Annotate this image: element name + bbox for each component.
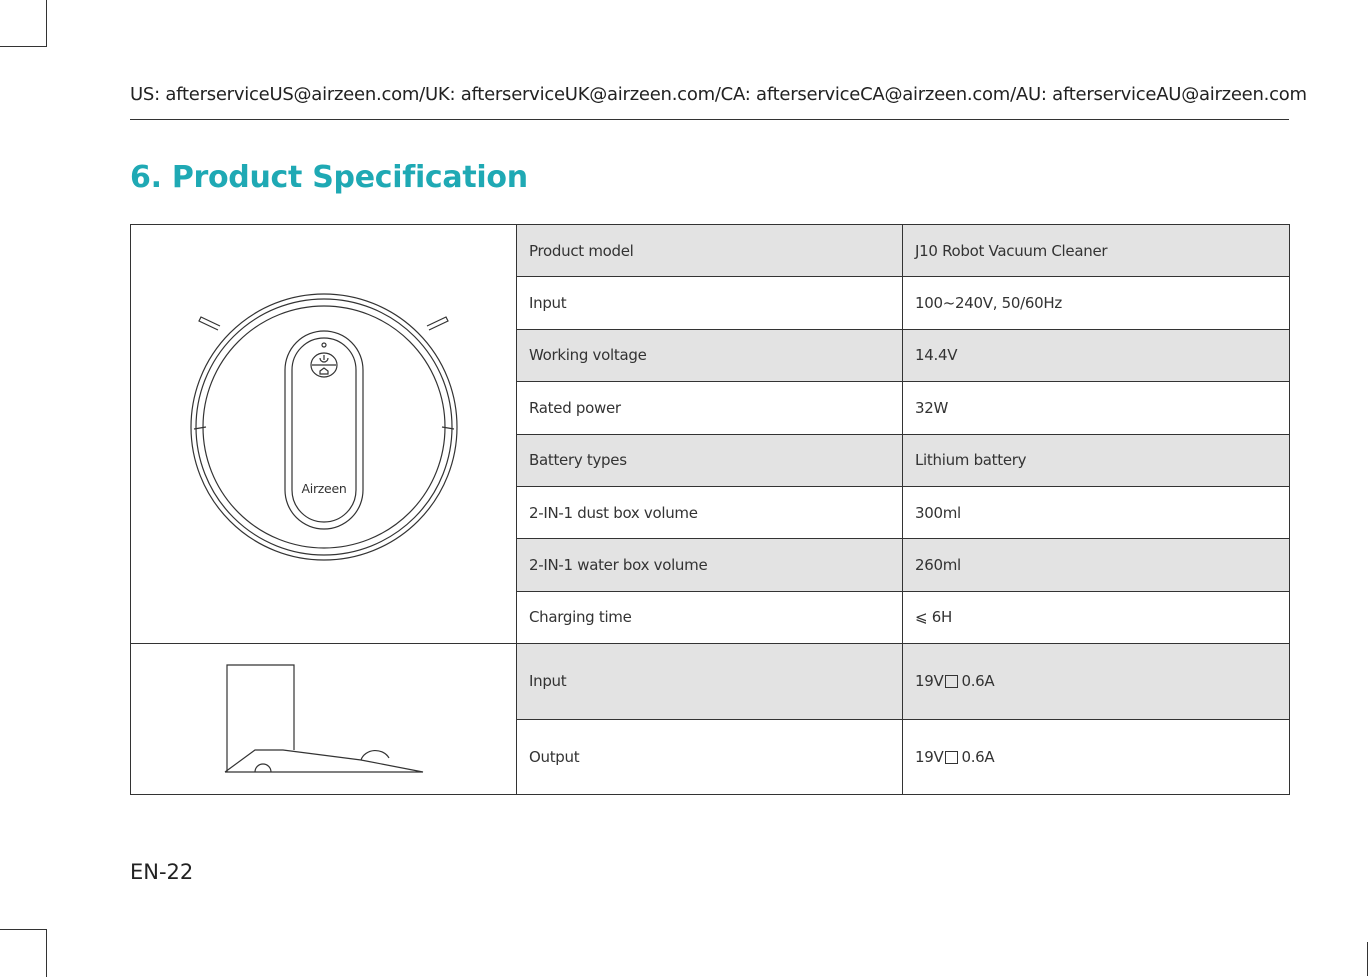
robot-logo: Airzeen — [301, 481, 347, 496]
robot-image-cell — [131, 225, 517, 644]
dock-value-voltage: 19V — [915, 747, 944, 766]
spec-label: 2-IN-1 water box volume — [517, 539, 903, 591]
spec-value: 300ml — [903, 486, 1290, 538]
spec-value: Lithium battery — [903, 434, 1290, 486]
spec-value: 260ml — [903, 539, 1290, 591]
contact-line: US: afterserviceUS@airzeen.com/UK: afterserviceUK@airzeen.com/CA: afterserviceCA@airzeen.com/AU: afterserviceAU@airzeen.com — [130, 84, 1307, 105]
header-divider — [130, 119, 1289, 120]
spec-label: Charging time — [517, 591, 903, 643]
crop-mark-bottom-left — [0, 929, 47, 977]
dock-label: Input — [517, 644, 903, 720]
spec-value: 32W — [903, 382, 1290, 434]
charging-dock-illustration — [131, 644, 517, 794]
dock-value — [903, 644, 1290, 720]
spec-label: Input — [517, 277, 903, 329]
spec-value: 14.4V — [903, 329, 1290, 381]
spec-label: Battery types — [517, 434, 903, 486]
spec-label: Product model — [517, 225, 903, 277]
table-row — [131, 644, 1290, 720]
dock-value-current: 0.6A — [961, 672, 995, 691]
dc-symbol-icon — [945, 751, 958, 764]
page-title: 6. Product Specification — [130, 160, 528, 195]
dc-symbol-icon — [945, 675, 958, 688]
table-row — [131, 225, 1290, 277]
crop-mark-top-left — [0, 0, 47, 47]
crop-mark-bottom-right — [1367, 942, 1368, 976]
dock-value-current: 0.6A — [961, 747, 995, 766]
spec-label: Rated power — [517, 382, 903, 434]
spec-table — [130, 224, 1290, 795]
dock-value — [903, 719, 1290, 795]
dock-label: Output — [517, 719, 903, 795]
spec-value: ⩽ 6H — [903, 591, 1290, 643]
robot-vacuum-illustration — [131, 225, 517, 643]
spec-label: Working voltage — [517, 329, 903, 381]
spec-value: 100~240V, 50/60Hz — [903, 277, 1290, 329]
spec-value: J10 Robot Vacuum Cleaner — [903, 225, 1290, 277]
page-number: EN-22 — [130, 860, 194, 884]
dock-value-voltage: 19V — [915, 672, 944, 691]
spec-label: 2-IN-1 dust box volume — [517, 486, 903, 538]
dock-image-cell — [131, 644, 517, 795]
